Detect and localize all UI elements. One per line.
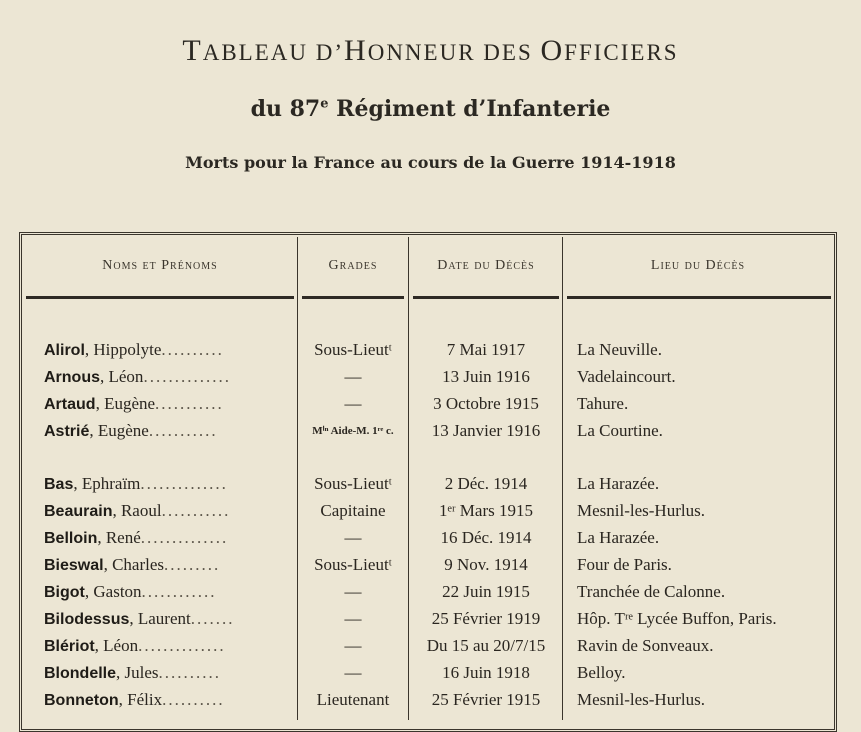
death-place: La Harazée. xyxy=(577,474,660,493)
leader-dots: .............. xyxy=(143,367,231,386)
column-header-date: Date du Décès xyxy=(437,258,535,273)
last-name: Bilodessus xyxy=(44,611,130,628)
leader-dots: .......... xyxy=(162,690,225,709)
officer-name xyxy=(44,498,294,525)
officer-grade: — xyxy=(344,636,362,655)
leader-dots: .............. xyxy=(140,474,228,493)
last-name: Artaud xyxy=(44,396,96,413)
bleed-through-text xyxy=(600,8,604,24)
death-place: La Harazée. xyxy=(577,528,660,547)
last-name: Bas xyxy=(44,476,74,493)
officer-grade: Lieutenant xyxy=(316,690,390,709)
leader-dots: .............. xyxy=(138,636,226,655)
leader-dots: .......... xyxy=(161,340,224,359)
leader-dots: ........... xyxy=(161,501,231,520)
leader-dots: ....... xyxy=(190,609,235,628)
page-subtitle: du 87e Régiment d’Infanterie xyxy=(250,96,611,122)
first-name: , Ephraïm xyxy=(73,474,141,493)
officer-name xyxy=(44,660,294,687)
first-name: , Félix xyxy=(118,690,163,709)
header-rule xyxy=(567,296,831,299)
table-row xyxy=(0,633,861,659)
table-row xyxy=(0,606,861,632)
table-row xyxy=(0,687,861,713)
death-date: 9 Nov. 1914 xyxy=(444,555,528,574)
officer-name xyxy=(44,579,294,606)
officer-grade: Capitaine xyxy=(320,501,386,520)
first-name: , Raoul xyxy=(112,501,162,520)
first-name: , Charles xyxy=(103,555,165,574)
death-place: Mesnil-les-Hurlus. xyxy=(577,690,705,709)
officer-grade: — xyxy=(344,609,362,628)
leader-dots: ............ xyxy=(141,582,217,601)
last-name: Arnous xyxy=(44,369,100,386)
last-name: Bonneton xyxy=(44,692,119,709)
first-name: , Gaston xyxy=(84,582,142,601)
officer-name xyxy=(44,364,294,391)
death-date: 13 Janvier 1916 xyxy=(431,421,541,440)
death-place: Belloy. xyxy=(577,663,626,682)
officer-grade: — xyxy=(344,663,362,682)
death-place: La Courtine. xyxy=(577,421,663,440)
page-title: TABLEAU D’HONNEUR DES OFFICIERS xyxy=(182,34,679,67)
death-place: Hôp. Tʳᵉ Lycée Buffon, Paris. xyxy=(577,609,777,628)
last-name: Bieswal xyxy=(44,557,104,574)
death-date: 25 Février 1919 xyxy=(431,609,541,628)
death-date: 7 Mai 1917 xyxy=(446,340,526,359)
officer-grade: Sous-Lieutᵗ xyxy=(314,340,392,359)
last-name: Blériot xyxy=(44,638,95,655)
header-rule xyxy=(413,296,559,299)
officer-name xyxy=(44,687,294,714)
officer-name xyxy=(44,525,294,552)
last-name: Alirol xyxy=(44,342,85,359)
leader-dots: ........... xyxy=(155,394,224,413)
death-date: 16 Déc. 1914 xyxy=(440,528,532,547)
column-header-place: Lieu du Décès xyxy=(650,258,746,273)
first-name: , René xyxy=(97,528,141,547)
death-date: 2 Déc. 1914 xyxy=(444,474,528,493)
column-header-names: Noms et Prénoms xyxy=(102,258,218,273)
officer-grade: — xyxy=(344,394,362,413)
officer-name xyxy=(44,633,294,660)
officer-grade: — xyxy=(344,582,362,601)
last-name: Belloin xyxy=(44,530,98,547)
death-date: 13 Juin 1916 xyxy=(442,367,530,386)
death-place: Ravin de Sonveaux. xyxy=(577,636,714,655)
table-row xyxy=(0,391,861,417)
table-row xyxy=(0,552,861,578)
first-name: , Eugène xyxy=(95,394,156,413)
last-name: Blondelle xyxy=(44,665,117,682)
death-place: Tranchée de Calonne. xyxy=(577,582,726,601)
first-name: , Léon xyxy=(100,367,144,386)
officer-name xyxy=(44,391,294,418)
last-name: Astrié xyxy=(44,423,90,440)
officer-grade: — xyxy=(344,367,362,386)
table-row xyxy=(0,471,861,497)
table-row xyxy=(0,660,861,686)
death-place: La Neuville. xyxy=(577,340,662,359)
death-date: 3 Octobre 1915 xyxy=(433,394,539,413)
officer-name xyxy=(44,471,294,498)
officer-grade: — xyxy=(344,528,362,547)
officer-name xyxy=(44,337,294,364)
first-name: , Léon xyxy=(94,636,139,655)
leader-dots: .......... xyxy=(158,663,222,682)
first-name: , Jules xyxy=(116,663,159,682)
death-date: Du 15 au 20/7/15 xyxy=(426,636,546,655)
table-row xyxy=(0,418,861,444)
leader-dots: ........... xyxy=(148,421,218,440)
officer-name xyxy=(44,418,294,445)
death-date: 25 Février 1915 xyxy=(431,690,541,709)
table-row xyxy=(0,337,861,363)
last-name: Beaurain xyxy=(44,503,113,520)
death-date: 1ᵉʳ Mars 1915 xyxy=(439,501,533,520)
officer-grade: Sous-Lieutᵗ xyxy=(314,555,392,574)
table-row xyxy=(0,525,861,551)
leader-dots: ......... xyxy=(164,555,221,574)
table-row xyxy=(0,579,861,605)
death-date: 22 Juin 1915 xyxy=(442,582,530,601)
death-place: Tahure. xyxy=(577,394,629,413)
death-place: Mesnil-les-Hurlus. xyxy=(577,501,705,520)
column-header-grades: Grades xyxy=(328,258,378,273)
first-name: , Eugène xyxy=(89,421,149,440)
death-place: Four de Paris. xyxy=(577,555,672,574)
death-date: 16 Juin 1918 xyxy=(442,663,530,682)
officer-name xyxy=(44,552,294,579)
first-name: , Hippolyte xyxy=(84,340,162,359)
page-subtitle-secondary: Morts pour la France au cours de la Guerre 1914-1918 xyxy=(185,153,676,172)
table-row xyxy=(0,498,861,524)
officer-name xyxy=(44,606,294,633)
death-place: Vadelaincourt. xyxy=(577,367,676,386)
officer-grade: Mⁱⁿ Aide-M. 1ʳᵉ c. xyxy=(312,425,394,437)
table-row xyxy=(0,364,861,390)
first-name: , Laurent xyxy=(129,609,191,628)
officer-grade: Sous-Lieutᵗ xyxy=(314,474,392,493)
header-rule xyxy=(26,296,294,299)
header-rule xyxy=(302,296,404,299)
leader-dots: .............. xyxy=(140,528,229,547)
last-name: Bigot xyxy=(44,584,85,601)
